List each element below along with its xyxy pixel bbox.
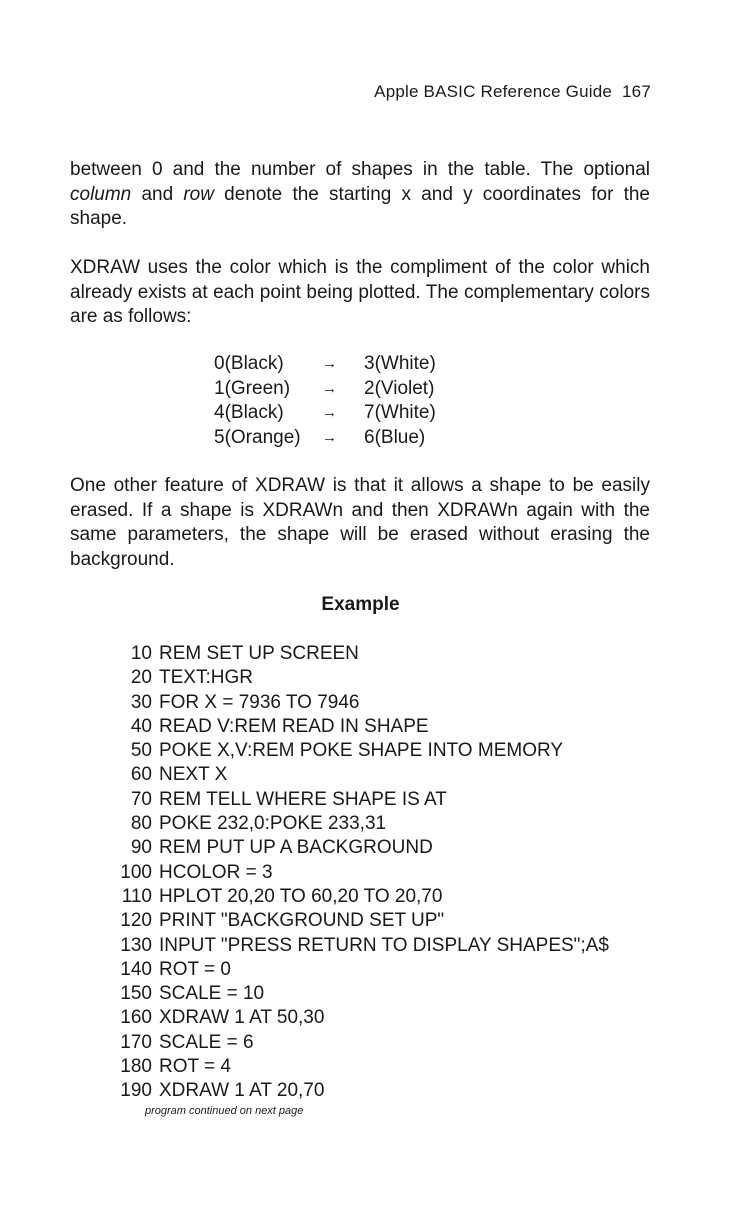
color-to: 3(White) (364, 353, 436, 374)
paragraph-text: denote the starting x and y coordinates for the shape. (70, 183, 650, 229)
color-from: 4(Black) (214, 402, 284, 423)
code-line (110, 1031, 609, 1055)
line-number: 100 (120, 861, 152, 883)
code-statement: XDRAW 1 AT 50,30 (159, 1007, 325, 1029)
line-number: 30 (130, 691, 152, 713)
right-arrow-icon: → (322, 428, 337, 446)
code-line (110, 861, 609, 885)
code-statement: POKE X,V:REM POKE SHAPE INTO MEMORY (159, 740, 564, 762)
header-title: Apple BASIC Reference Guide (374, 82, 613, 101)
italic-term-column: column (70, 183, 132, 205)
line-number: 40 (130, 715, 152, 737)
code-line (110, 982, 609, 1006)
code-statement: INPUT "PRESS RETURN TO DISPLAY SHAPES";A$ (159, 934, 609, 956)
continued-note: program continued on next page (145, 1105, 304, 1117)
code-line (110, 691, 609, 715)
code-line (110, 642, 609, 666)
complementary-color-table (214, 352, 436, 450)
line-number: 170 (120, 1031, 152, 1053)
code-line (110, 836, 609, 860)
line-number: 80 (130, 813, 152, 835)
color-pair-row (214, 352, 436, 377)
paragraph-xdraw-erase: One other feature of XDRAW is that it allows a shape to be easily erased. If a shape is XDRAWn and then XDRAWn again with the same parameters, the shape will be erased without erasing the background. (70, 475, 650, 570)
code-statement: SCALE = 6 (159, 1031, 254, 1053)
basic-program-listing (110, 642, 609, 1104)
line-number: 150 (120, 983, 152, 1005)
code-statement: TEXT:HGR (159, 667, 253, 689)
line-number: 60 (130, 764, 152, 786)
color-from: 0(Black) (214, 353, 284, 374)
line-number: 110 (121, 885, 152, 907)
code-line (110, 763, 609, 787)
paragraph-shape-number (70, 158, 650, 232)
code-line (110, 1006, 609, 1030)
line-number: 160 (120, 1007, 152, 1029)
example-heading-text: Example (321, 594, 400, 615)
code-line (110, 812, 609, 836)
color-to: 7(White) (364, 402, 436, 423)
color-to: 2(Violet) (364, 377, 435, 399)
line-number: 190 (120, 1080, 152, 1102)
code-line (110, 666, 609, 690)
line-number: 140 (120, 958, 152, 980)
italic-term-row: row (183, 183, 214, 205)
code-statement: NEXT X (159, 764, 228, 786)
code-statement: HCOLOR = 3 (159, 861, 273, 883)
page-number: 167 (622, 82, 651, 101)
running-header (374, 82, 651, 102)
paragraph-text: between 0 and the number of shapes in the table. The optional (70, 159, 650, 180)
line-number: 50 (130, 740, 152, 762)
line-number: 180 (120, 1056, 152, 1078)
code-statement: SCALE = 10 (159, 983, 265, 1005)
code-statement: HPLOT 20,20 TO 60,20 TO 20,70 (159, 885, 443, 907)
code-statement: XDRAW 1 AT 20,70 (159, 1080, 325, 1102)
color-from: 1(Green) (214, 377, 291, 399)
code-line (110, 715, 609, 739)
code-statement: REM SET UP SCREEN (159, 643, 359, 664)
code-statement: ROT = 0 (159, 958, 231, 980)
code-statement: POKE 232,0:POKE 233,31 (159, 813, 387, 835)
line-number: 70 (130, 788, 152, 810)
code-line (110, 739, 609, 763)
code-statement: FOR X = 7936 TO 7946 (159, 691, 360, 713)
line-number: 90 (130, 837, 152, 859)
color-pair-row (214, 377, 436, 402)
code-line (110, 788, 609, 812)
paragraph-text: and (131, 183, 184, 205)
line-number: 130 (120, 934, 152, 956)
line-number: 10 (130, 643, 152, 664)
code-statement: REM TELL WHERE SHAPE IS AT (159, 788, 447, 810)
line-number: 20 (130, 667, 152, 689)
code-statement: ROT = 4 (159, 1056, 231, 1078)
color-to: 6(Blue) (364, 426, 426, 448)
code-line (110, 885, 609, 909)
line-number: 120 (120, 910, 152, 932)
right-arrow-icon: → (322, 355, 337, 372)
example-heading (0, 594, 737, 616)
right-arrow-icon: → (322, 379, 337, 397)
color-pair-row (214, 426, 436, 451)
code-statement: REM PUT UP A BACKGROUND (159, 837, 433, 859)
code-statement: READ V:REM READ IN SHAPE (159, 715, 429, 737)
paragraph-xdraw-color: XDRAW uses the color which is the compliment of the color which already exists at each point being plotted. The complementary colors are as follows: (70, 257, 650, 327)
code-line (110, 909, 609, 933)
color-from: 5(Orange) (214, 426, 301, 448)
color-pair-row (214, 401, 436, 426)
right-arrow-icon: → (322, 404, 337, 421)
code-line (110, 1079, 609, 1103)
code-line (110, 958, 609, 982)
code-line (110, 1055, 609, 1079)
code-statement: PRINT "BACKGROUND SET UP" (159, 910, 445, 932)
code-line (110, 934, 609, 958)
